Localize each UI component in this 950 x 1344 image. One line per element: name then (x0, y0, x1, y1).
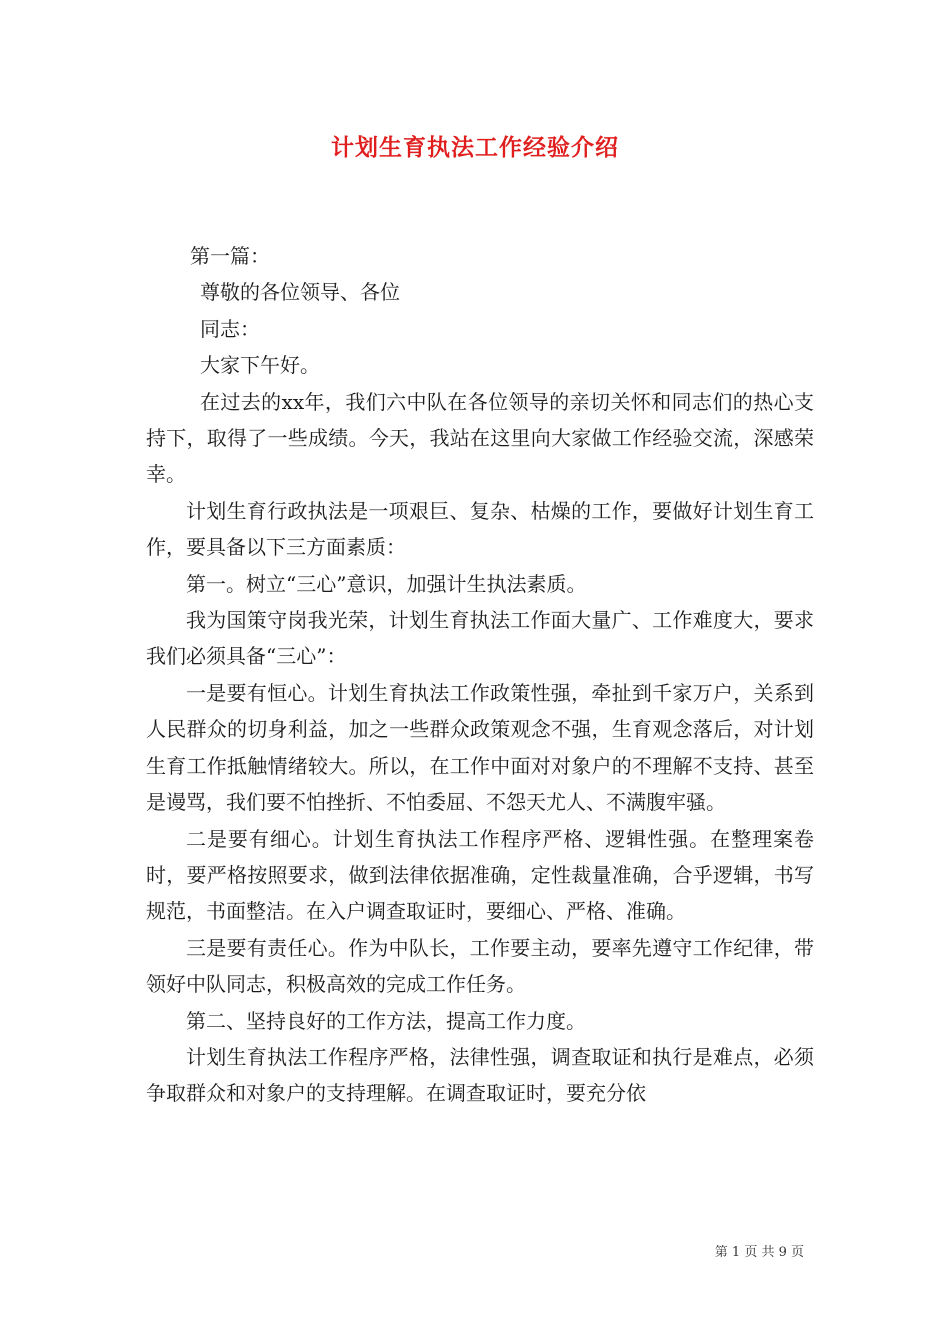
body-paragraph: 我为国策守岗我光荣，计划生育执法工作面大量广、工作难度大，要求我们必须具备“三心”： (146, 608, 814, 669)
body-paragraph: 计划生育行政执法是一项艰巨、复杂、枯燥的工作，要做好计划生育工作，要具备以下三方面素质： (146, 498, 814, 560)
greeting-line: 大家下午好。 (200, 353, 320, 378)
body-paragraph: 在过去的xx年，我们六中队在各位领导的亲切关怀和同志们的热心支持下，取得了一些成绩。今天，我站在这里向大家做工作经验交流，深感荣幸。 (146, 389, 814, 487)
section-heading: 第一篇： (190, 244, 270, 268)
body-paragraph: 二是要有细心。计划生育执法工作程序严格、逻辑性强。在整理案卷时，要严格按照要求，做到法律依据准确，定性裁量准确，合乎逻辑，书写规范，书面整洁。在入户调查取证时，要细心、严格、准确。 (146, 826, 814, 924)
document-title: 计划生育执法工作经验介绍 (331, 134, 619, 161)
page-number-footer: 第 1 页 共 9 页 (714, 1245, 804, 1260)
salutation-line: 尊敬的各位领导、各位 (200, 280, 400, 305)
body-paragraph: 计划生育执法工作程序严格，法律性强，调查取证和执行是难点，必须争取群众和对象户的支持理解。在调查取证时，要充分依 (146, 1044, 814, 1106)
body-paragraph: 三是要有责任心。作为中队长，工作要主动，要率先遵守工作纪律，带领好中队同志，积极高效的完成工作任务。 (146, 935, 814, 997)
subheading-paragraph: 第一。树立“三心”意识，加强计生执法素质。 (186, 571, 587, 596)
document-body (146, 238, 814, 1112)
salutation-line: 同志： (200, 316, 260, 341)
subheading-paragraph: 第二、坚持良好的工作方法，提高工作力度。 (186, 1008, 586, 1033)
body-paragraph: 一是要有恒心。计划生育执法工作政策性强，牵扯到千家万户，关系到人民群众的切身利益，加之一些群众政策观念不强，生育观念落后，对计划生育工作抵触情绪较大。所以，在工作中面对对象户的不理解不支持、甚至是谩骂，我们要不怕挫折、不怕委屈、不怨天尤人、不满腹牢骚。 (146, 680, 814, 815)
